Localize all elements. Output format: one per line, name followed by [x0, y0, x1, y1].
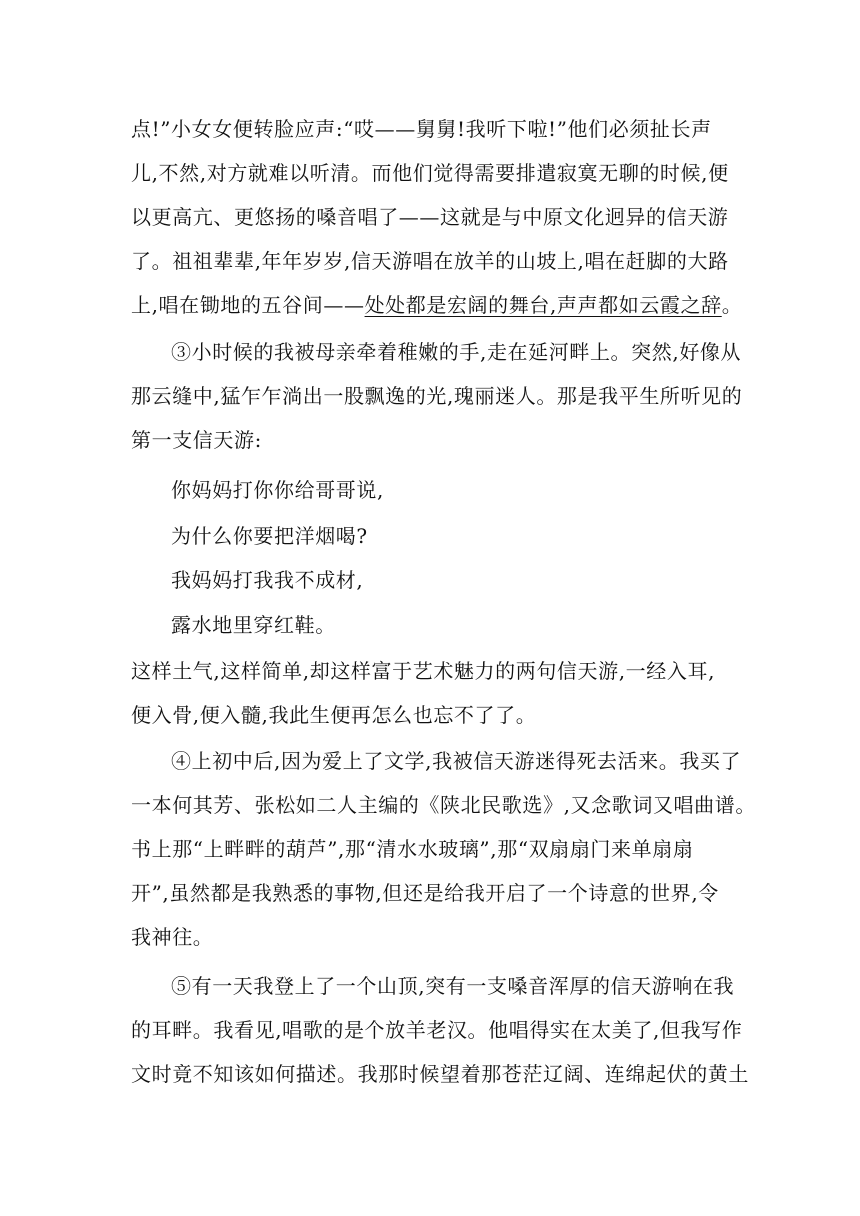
verse-line: 露水地里穿红鞋。	[171, 613, 336, 637]
text-segment: 上,唱在锄地的五谷间——	[131, 293, 365, 317]
text-line: 以更高亢、更悠扬的嗓音唱了——这就是与中原文化迥异的信天游	[131, 205, 729, 229]
underlined-sentence: 处处都是宏阔的舞台,声声都如云霞之辞	[364, 293, 722, 317]
paragraph-4-first-line: ④上初中后,因为爱上了文学,我被信天游迷得死去活来。我买了	[171, 749, 742, 773]
text-line: 开”,虽然都是我熟悉的事物,但还是给我开启了一个诗意的世界,令	[131, 881, 719, 905]
paragraph-3-first-line: ③小时候的我被母亲牵着稚嫩的手,走在延河畔上。突然,好像从	[171, 340, 742, 364]
text-line: 这样土气,这样简单,却这样富于艺术魅力的两句信天游,一经入耳,	[131, 659, 716, 683]
text-line: 点!”小女女便转脸应声:“哎——舅舅!我听下啦!”他们必须扯长声	[131, 117, 712, 141]
text-line: 我神往。	[131, 925, 214, 949]
text-line: 文时竟不知该如何描述。我那时候望着那苍茫辽阔、连绵起伏的黄土	[131, 1062, 749, 1086]
verse-line: 你妈妈打你你给哥哥说,	[171, 478, 384, 502]
text-line: 儿,不然,对方就难以听清。而他们觉得需要排遣寂寞无聊的时候,便	[131, 161, 729, 185]
text-line: 第一支信天游:	[131, 428, 262, 452]
text-line: 了。祖祖辈辈,年年岁岁,信天游唱在放羊的山坡上,唱在赶脚的大路	[131, 249, 729, 273]
text-line: 一本何其芳、张松如二人主编的《陕北民歌选》,又念歌词又唱曲谱。	[131, 793, 756, 817]
text-line: 便入骨,便入髓,我此生便再怎么也忘不了了。	[131, 703, 537, 727]
text-line: 那云缝中,猛乍乍淌出一股飘逸的光,瑰丽迷人。那是我平生所听见的	[131, 384, 743, 408]
text-segment: 。	[721, 293, 743, 317]
text-line: 的耳畔。我看见,唱歌的是个放羊老汉。他唱得实在太美了,但我写作	[131, 1018, 743, 1042]
text-line: 书上那“上畔畔的葫芦”,那“清水水玻璃”,那“双扇扇门来单扇扇	[131, 837, 694, 861]
paragraph-5-first-line: ⑤有一天我登上了一个山顶,突有一支嗓音浑厚的信天游响在我	[171, 974, 735, 998]
verse-line: 为什么你要把洋烟喝?	[171, 524, 368, 548]
text-line-with-underline	[131, 291, 743, 319]
verse-line: 我妈妈打我我不成材,	[171, 568, 364, 592]
